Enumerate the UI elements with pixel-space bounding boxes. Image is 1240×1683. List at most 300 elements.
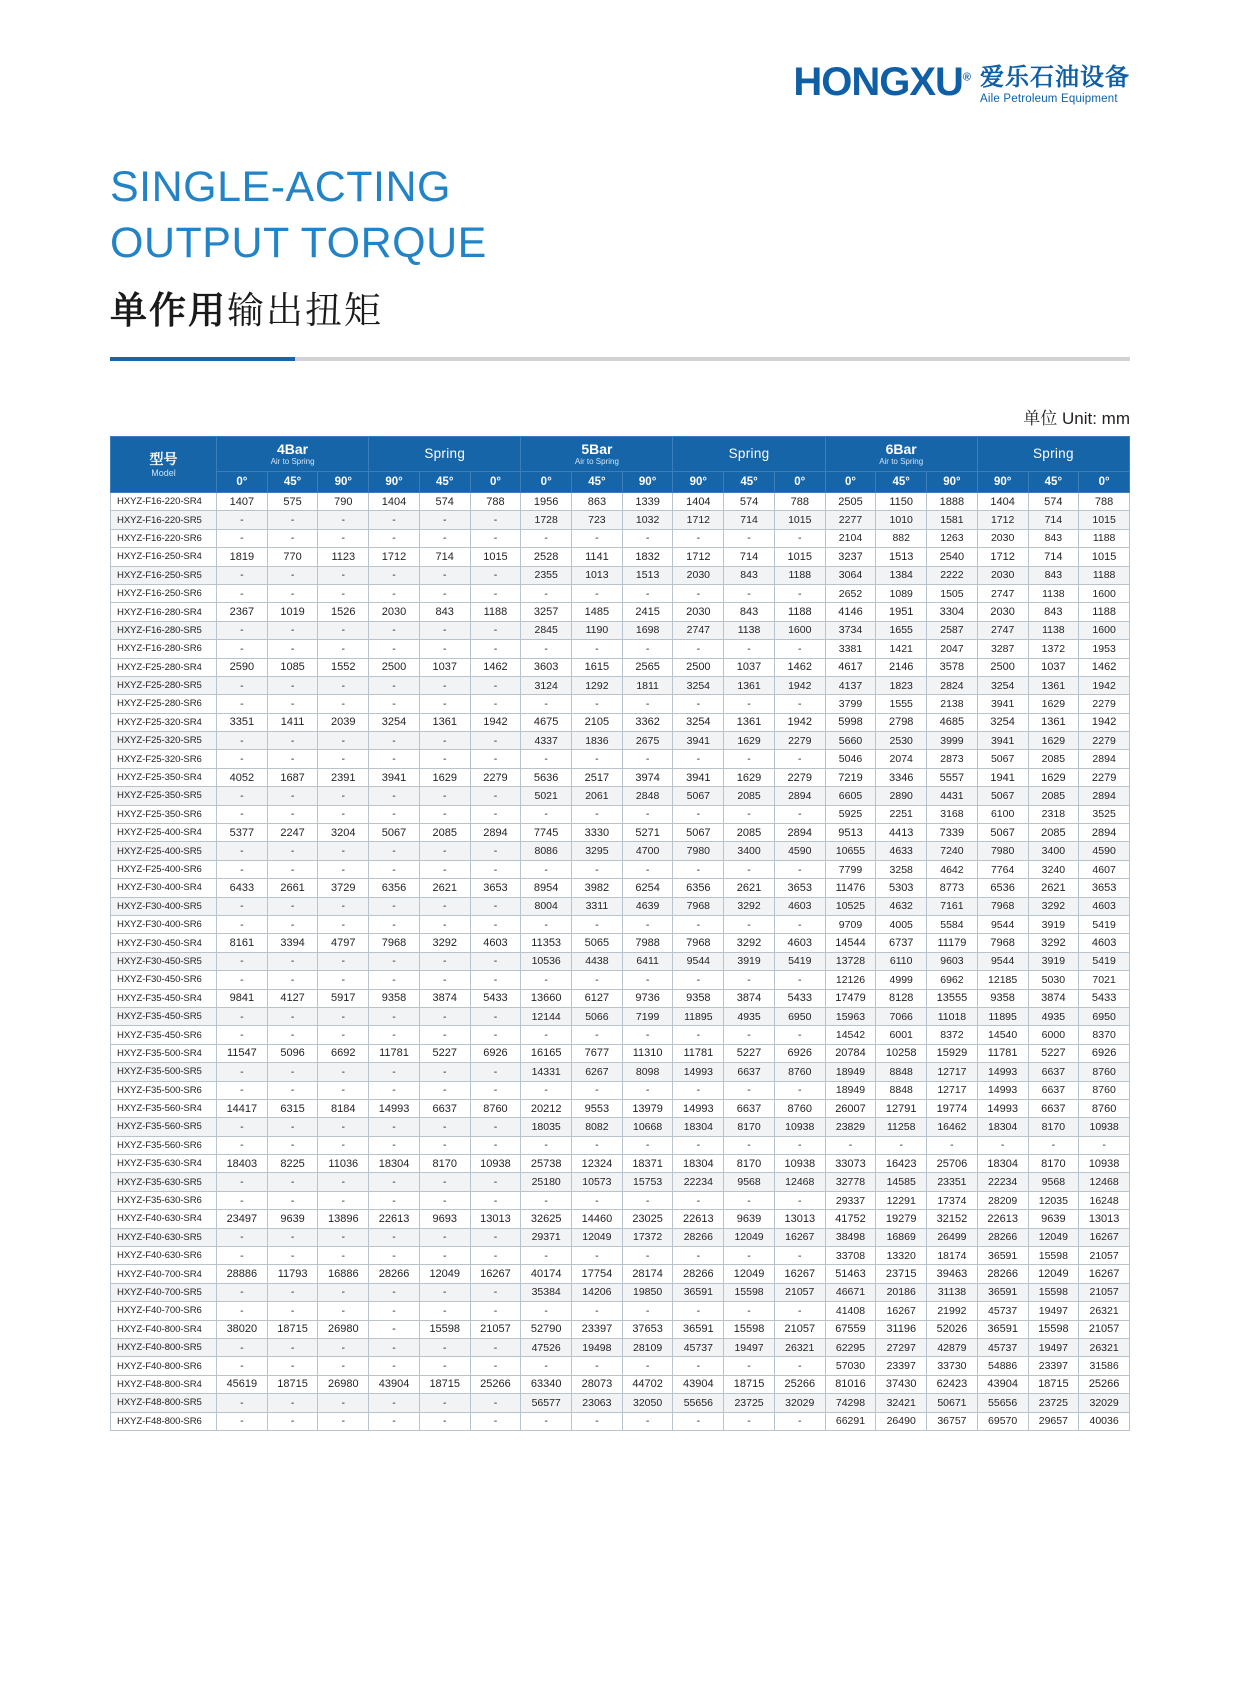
unit-label: 单位 Unit: mm — [1023, 409, 1130, 428]
model-cell: HXYZ-F35-500-SR5 — [111, 1063, 217, 1081]
group-header-4 — [825, 437, 977, 472]
value-cell: 8161 — [217, 934, 268, 952]
value-cell: - — [318, 1302, 369, 1320]
model-cell: HXYZ-F30-450-SR6 — [111, 971, 217, 989]
value-cell: 6254 — [622, 879, 673, 897]
value-cell: 4603 — [1079, 934, 1130, 952]
value-cell: - — [217, 1063, 268, 1081]
value-cell: - — [724, 860, 775, 878]
value-cell: - — [217, 695, 268, 713]
value-cell: - — [217, 1173, 268, 1191]
value-cell: 8372 — [927, 1026, 978, 1044]
value-cell: 1811 — [622, 676, 673, 694]
value-cell: 1832 — [622, 548, 673, 566]
value-cell: 4137 — [825, 676, 876, 694]
value-cell: 2873 — [927, 750, 978, 768]
value-cell: - — [369, 1357, 420, 1375]
value-cell: 2747 — [977, 621, 1028, 639]
value-cell: 1600 — [774, 621, 825, 639]
angle-header-4-2: 90° — [927, 472, 978, 493]
value-cell: 14993 — [977, 1099, 1028, 1117]
value-cell: 1888 — [927, 493, 978, 511]
value-cell: - — [267, 1357, 318, 1375]
value-cell: - — [419, 1063, 470, 1081]
value-cell: - — [267, 1007, 318, 1025]
value-cell: - — [419, 1081, 470, 1099]
value-cell: 882 — [876, 529, 927, 547]
value-cell: 28174 — [622, 1265, 673, 1283]
value-cell: 2279 — [470, 768, 521, 786]
value-cell: 3874 — [419, 989, 470, 1007]
logo-chinese-name: 爱乐石油设备 — [980, 64, 1130, 91]
value-cell: - — [470, 1394, 521, 1412]
value-cell: 9568 — [724, 1173, 775, 1191]
value-cell: - — [774, 1357, 825, 1375]
value-cell: - — [622, 1302, 673, 1320]
value-cell: - — [572, 1136, 623, 1154]
value-cell: 5925 — [825, 805, 876, 823]
value-cell: - — [369, 1394, 420, 1412]
value-cell: 4685 — [927, 713, 978, 731]
value-cell: 12049 — [724, 1228, 775, 1246]
value-cell: 10573 — [572, 1173, 623, 1191]
value-cell: - — [724, 1357, 775, 1375]
model-cell: HXYZ-F40-700-SR5 — [111, 1283, 217, 1301]
value-cell: 18949 — [825, 1081, 876, 1099]
value-cell: - — [369, 805, 420, 823]
value-cell: 32778 — [825, 1173, 876, 1191]
value-cell: 29337 — [825, 1191, 876, 1209]
value-cell: 1712 — [673, 511, 724, 529]
value-cell: 8760 — [1079, 1099, 1130, 1117]
value-cell: 1019 — [267, 603, 318, 621]
value-cell: - — [267, 1118, 318, 1136]
value-cell: - — [217, 511, 268, 529]
value-cell: 36591 — [977, 1283, 1028, 1301]
value-cell: 1407 — [217, 493, 268, 511]
value-cell: 6433 — [217, 879, 268, 897]
value-cell: 4127 — [267, 989, 318, 1007]
value-cell: - — [217, 1338, 268, 1356]
value-cell: 2279 — [1079, 695, 1130, 713]
value-cell: 714 — [724, 548, 775, 566]
value-cell: - — [419, 1173, 470, 1191]
value-cell: 22613 — [673, 1210, 724, 1228]
value-cell: 37653 — [622, 1320, 673, 1338]
value-cell: 7066 — [876, 1007, 927, 1025]
value-cell: 3394 — [267, 934, 318, 952]
model-cell: HXYZ-F25-280-SR4 — [111, 658, 217, 676]
table-row — [111, 934, 1130, 952]
value-cell: 11781 — [977, 1044, 1028, 1062]
value-cell: 4438 — [572, 952, 623, 970]
value-cell: 1629 — [1028, 732, 1079, 750]
value-cell: 36591 — [673, 1283, 724, 1301]
value-cell: 1629 — [419, 768, 470, 786]
value-cell: 41408 — [825, 1302, 876, 1320]
value-cell: 18715 — [1028, 1375, 1079, 1393]
value-cell: - — [419, 695, 470, 713]
value-cell: 10938 — [774, 1118, 825, 1136]
value-cell: - — [267, 640, 318, 658]
value-cell: - — [622, 584, 673, 602]
value-cell: 23715 — [876, 1265, 927, 1283]
value-cell: 2222 — [927, 566, 978, 584]
value-cell: 1698 — [622, 621, 673, 639]
angle-header-1-2: 0° — [470, 472, 521, 493]
page-title — [110, 160, 487, 334]
value-cell: - — [572, 1357, 623, 1375]
value-cell: 2277 — [825, 511, 876, 529]
value-cell: 2530 — [876, 732, 927, 750]
value-cell: - — [369, 1283, 420, 1301]
value-cell: 15929 — [927, 1044, 978, 1062]
value-cell: 3653 — [774, 879, 825, 897]
value-cell: 8848 — [876, 1063, 927, 1081]
value-cell: 62423 — [927, 1375, 978, 1393]
model-cell: HXYZ-F16-220-SR6 — [111, 529, 217, 547]
value-cell: 12144 — [521, 1007, 572, 1025]
value-cell: - — [318, 732, 369, 750]
value-cell: 14540 — [977, 1026, 1028, 1044]
title-chinese — [110, 280, 487, 334]
value-cell: - — [318, 1247, 369, 1265]
value-cell: 2894 — [1079, 824, 1130, 842]
value-cell: 15598 — [724, 1283, 775, 1301]
value-cell: - — [622, 1081, 673, 1099]
value-cell: - — [369, 1173, 420, 1191]
value-cell: - — [470, 1136, 521, 1154]
value-cell: 7968 — [673, 934, 724, 952]
value-cell: 2318 — [1028, 805, 1079, 823]
table-row — [111, 511, 1130, 529]
value-cell: 11547 — [217, 1044, 268, 1062]
value-cell: 14585 — [876, 1173, 927, 1191]
table-row — [111, 915, 1130, 933]
table-row — [111, 1044, 1130, 1062]
value-cell: 9358 — [369, 989, 420, 1007]
value-cell: - — [419, 750, 470, 768]
value-cell: 8760 — [1079, 1081, 1130, 1099]
value-cell: 1010 — [876, 511, 927, 529]
value-cell: 25266 — [1079, 1375, 1130, 1393]
value-cell: 29657 — [1028, 1412, 1079, 1430]
value-cell: - — [217, 732, 268, 750]
value-cell: - — [369, 787, 420, 805]
value-cell: - — [673, 1136, 724, 1154]
value-cell: 3578 — [927, 658, 978, 676]
value-cell: 2146 — [876, 658, 927, 676]
value-cell: 1421 — [876, 640, 927, 658]
value-cell: - — [318, 676, 369, 694]
value-cell: 4337 — [521, 732, 572, 750]
model-cell: HXYZ-F30-400-SR6 — [111, 915, 217, 933]
value-cell: - — [267, 1081, 318, 1099]
value-cell: 1032 — [622, 511, 673, 529]
value-cell: 36591 — [977, 1247, 1028, 1265]
value-cell: 6110 — [876, 952, 927, 970]
value-cell: 32029 — [1079, 1394, 1130, 1412]
value-cell: - — [470, 1338, 521, 1356]
value-cell: - — [369, 1136, 420, 1154]
value-cell: - — [774, 915, 825, 933]
value-cell: - — [622, 860, 673, 878]
value-cell: 14542 — [825, 1026, 876, 1044]
group-label-2: 5Bar — [581, 440, 613, 457]
value-cell: - — [217, 897, 268, 915]
value-cell: 714 — [1028, 511, 1079, 529]
value-cell: 9639 — [267, 1210, 318, 1228]
value-cell: 9603 — [927, 952, 978, 970]
value-cell: - — [369, 695, 420, 713]
value-cell: - — [673, 860, 724, 878]
value-cell: - — [267, 1026, 318, 1044]
value-cell: - — [369, 1338, 420, 1356]
value-cell: - — [977, 1136, 1028, 1154]
value-cell: - — [724, 1081, 775, 1099]
value-cell: 4700 — [622, 842, 673, 860]
model-cell: HXYZ-F35-630-SR4 — [111, 1155, 217, 1173]
value-cell: - — [217, 529, 268, 547]
value-cell: 9544 — [977, 915, 1028, 933]
value-cell: - — [217, 842, 268, 860]
value-cell: 19279 — [876, 1210, 927, 1228]
value-cell: 3254 — [369, 713, 420, 731]
value-cell: 35384 — [521, 1283, 572, 1301]
value-cell: 723 — [572, 511, 623, 529]
value-cell: 8773 — [927, 879, 978, 897]
value-cell: - — [470, 1026, 521, 1044]
value-cell: - — [318, 584, 369, 602]
value-cell: - — [217, 1247, 268, 1265]
table-row — [111, 1099, 1130, 1117]
value-cell: - — [267, 860, 318, 878]
value-cell: 3257 — [521, 603, 572, 621]
logo-wordmark-text: HONGXU — [793, 60, 963, 104]
value-cell: 2367 — [217, 603, 268, 621]
value-cell: 3287 — [977, 640, 1028, 658]
value-cell: - — [673, 750, 724, 768]
value-cell: - — [419, 1118, 470, 1136]
value-cell: 11781 — [369, 1044, 420, 1062]
value-cell: - — [217, 1357, 268, 1375]
value-cell: - — [470, 1247, 521, 1265]
value-cell: - — [369, 1191, 420, 1209]
value-cell: - — [267, 915, 318, 933]
value-cell: - — [774, 1026, 825, 1044]
value-cell: 6356 — [369, 879, 420, 897]
value-cell: 4642 — [927, 860, 978, 878]
value-cell: 23725 — [724, 1394, 775, 1412]
value-cell: 2030 — [977, 529, 1028, 547]
value-cell: 44702 — [622, 1375, 673, 1393]
group-header-3 — [673, 437, 825, 472]
value-cell: - — [267, 676, 318, 694]
value-cell: - — [217, 1302, 268, 1320]
value-cell: 574 — [1028, 493, 1079, 511]
value-cell: - — [470, 805, 521, 823]
value-cell: 16165 — [521, 1044, 572, 1062]
value-cell: 5227 — [724, 1044, 775, 1062]
value-cell: - — [318, 1136, 369, 1154]
value-cell: - — [318, 1007, 369, 1025]
value-cell: - — [521, 1081, 572, 1099]
value-cell: 3292 — [724, 934, 775, 952]
value-cell: 3941 — [673, 768, 724, 786]
model-cell: HXYZ-F30-450-SR5 — [111, 952, 217, 970]
model-cell: HXYZ-F48-800-SR5 — [111, 1394, 217, 1412]
model-cell: HXYZ-F35-630-SR5 — [111, 1173, 217, 1191]
table-row — [111, 768, 1130, 786]
value-cell: - — [572, 529, 623, 547]
table-row — [111, 842, 1130, 860]
angle-header-0-0: 0° — [217, 472, 268, 493]
value-cell: 3292 — [1028, 934, 1079, 952]
value-cell: 8954 — [521, 879, 572, 897]
value-cell: 3292 — [724, 897, 775, 915]
value-cell: 7799 — [825, 860, 876, 878]
value-cell: 16267 — [470, 1265, 521, 1283]
value-cell: - — [673, 529, 724, 547]
value-cell: 16267 — [774, 1265, 825, 1283]
value-cell: 28266 — [369, 1265, 420, 1283]
value-cell: - — [419, 860, 470, 878]
value-cell: 5067 — [977, 824, 1028, 842]
value-cell: 1513 — [622, 566, 673, 584]
value-cell: 1600 — [1079, 621, 1130, 639]
value-cell: 3254 — [673, 676, 724, 694]
value-cell: 3330 — [572, 824, 623, 842]
value-cell: 1951 — [876, 603, 927, 621]
table-row — [111, 1118, 1130, 1136]
group-label-1: Spring — [424, 445, 466, 461]
value-cell: 1942 — [470, 713, 521, 731]
value-cell: 7980 — [673, 842, 724, 860]
value-cell: 26321 — [1079, 1338, 1130, 1356]
angle-header-4-0: 0° — [825, 472, 876, 493]
value-cell: - — [318, 1357, 369, 1375]
value-cell: - — [470, 1357, 521, 1375]
table-row — [111, 1320, 1130, 1338]
table-row — [111, 860, 1130, 878]
value-cell: 29371 — [521, 1228, 572, 1246]
value-cell: 25266 — [774, 1375, 825, 1393]
value-cell: 2085 — [1028, 750, 1079, 768]
value-cell: 5067 — [673, 787, 724, 805]
value-cell: 1462 — [1079, 658, 1130, 676]
value-cell: - — [622, 640, 673, 658]
value-cell: 43904 — [673, 1375, 724, 1393]
value-cell: - — [419, 805, 470, 823]
value-cell: 6637 — [1028, 1081, 1079, 1099]
value-cell: 4590 — [774, 842, 825, 860]
group-header-2 — [521, 437, 673, 472]
value-cell: - — [419, 584, 470, 602]
value-cell: 10258 — [876, 1044, 927, 1062]
value-cell: - — [419, 566, 470, 584]
value-cell: 23397 — [876, 1357, 927, 1375]
value-cell: 69570 — [977, 1412, 1028, 1430]
value-cell: 36591 — [673, 1320, 724, 1338]
value-cell: 3734 — [825, 621, 876, 639]
model-cell: HXYZ-F35-560-SR4 — [111, 1099, 217, 1117]
group-header-1 — [369, 437, 521, 472]
registered-mark-icon: ® — [962, 71, 970, 84]
value-cell: 12049 — [1028, 1265, 1079, 1283]
value-cell: 31586 — [1079, 1357, 1130, 1375]
table-row — [111, 1155, 1130, 1173]
value-cell: 714 — [724, 511, 775, 529]
value-cell: 11258 — [876, 1118, 927, 1136]
model-cell: HXYZ-F25-280-SR6 — [111, 695, 217, 713]
value-cell: - — [419, 1283, 470, 1301]
model-cell: HXYZ-F35-630-SR6 — [111, 1191, 217, 1209]
value-cell: 788 — [470, 493, 521, 511]
value-cell: 57030 — [825, 1357, 876, 1375]
value-cell: 2528 — [521, 548, 572, 566]
value-cell: 9693 — [419, 1210, 470, 1228]
value-cell: - — [572, 695, 623, 713]
value-cell: - — [419, 1007, 470, 1025]
value-cell: 5066 — [572, 1007, 623, 1025]
value-cell: 56577 — [521, 1394, 572, 1412]
value-cell: 7968 — [977, 897, 1028, 915]
value-cell: 23725 — [1028, 1394, 1079, 1412]
value-cell: 5917 — [318, 989, 369, 1007]
value-cell: 6356 — [673, 879, 724, 897]
model-cell: HXYZ-F35-560-SR5 — [111, 1118, 217, 1136]
value-cell: 8170 — [1028, 1118, 1079, 1136]
value-cell: - — [369, 915, 420, 933]
value-cell: - — [267, 1338, 318, 1356]
value-cell: 16248 — [1079, 1191, 1130, 1209]
value-cell: 12049 — [724, 1265, 775, 1283]
angle-header-1-0: 90° — [369, 472, 420, 493]
value-cell: - — [369, 1063, 420, 1081]
value-cell: - — [724, 750, 775, 768]
value-cell: 6127 — [572, 989, 623, 1007]
value-cell: 19498 — [572, 1338, 623, 1356]
value-cell: 2500 — [673, 658, 724, 676]
table-row — [111, 529, 1130, 547]
value-cell: - — [673, 1026, 724, 1044]
value-cell: 21057 — [1079, 1320, 1130, 1338]
value-cell: 5021 — [521, 787, 572, 805]
value-cell: 40036 — [1079, 1412, 1130, 1430]
model-cell: HXYZ-F40-630-SR6 — [111, 1247, 217, 1265]
value-cell: 32050 — [622, 1394, 673, 1412]
value-cell: 21057 — [470, 1320, 521, 1338]
value-cell: - — [318, 805, 369, 823]
value-cell: 18715 — [267, 1320, 318, 1338]
value-cell: 36757 — [927, 1412, 978, 1430]
value-cell: - — [1028, 1136, 1079, 1154]
value-cell: 3362 — [622, 713, 673, 731]
value-cell: 1956 — [521, 493, 572, 511]
value-cell: 8848 — [876, 1081, 927, 1099]
value-cell: 10938 — [774, 1155, 825, 1173]
value-cell: - — [724, 805, 775, 823]
value-cell: 3982 — [572, 879, 623, 897]
value-cell: - — [318, 1283, 369, 1301]
value-cell: - — [217, 1118, 268, 1136]
value-cell: 14993 — [977, 1081, 1028, 1099]
value-cell: 7339 — [927, 824, 978, 842]
value-cell: 770 — [267, 548, 318, 566]
value-cell: - — [572, 640, 623, 658]
model-cell: HXYZ-F25-350-SR4 — [111, 768, 217, 786]
group-sub-0: Air to Spring — [270, 456, 315, 466]
